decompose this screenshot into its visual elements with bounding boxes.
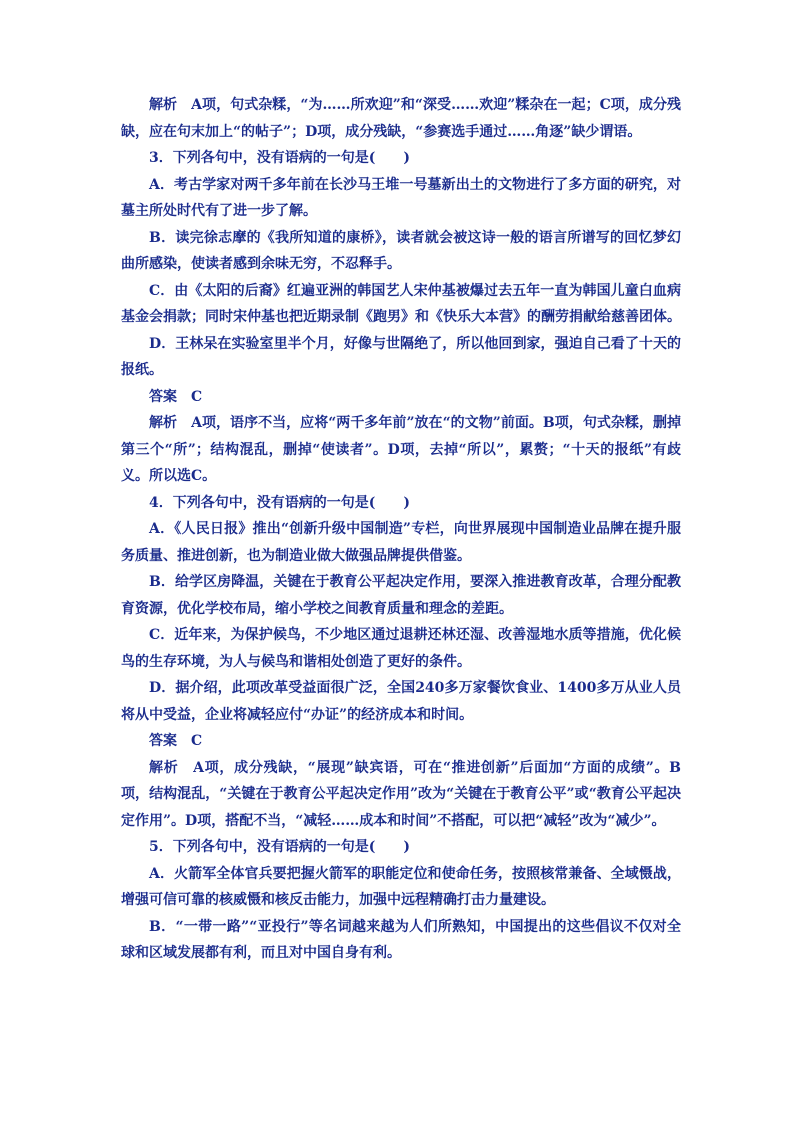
question-5-option-b: B．“一带一路”“亚投行”等名词越来越为人们所熟知，中国提出的这些倡议不仅对全球和区域发展都有利，而且对中国自身有利。 xyxy=(121,918,681,961)
analysis-q4: 解析 A项，成分残缺，“展现”缺宾语，可在“推进创新”后面加“方面的成绩”。B项，结构混乱，“关键在于教育公平起决定作用”改为“关键在于教育公平”或“教育公平起决定作用”。D项，搭配不当，“减轻……成本和时间”不搭配，可以把“减轻”改为“减少”。 xyxy=(121,759,681,829)
question-4-option-a: A．《人民日报》推出“创新升级中国制造”专栏，向世界展现中国制造业品牌在提升服务质量、推进创新，也为制造业做大做强品牌提供借鉴。 xyxy=(121,521,681,564)
answer-q4: 答案 C xyxy=(149,733,203,749)
question-3-option-b: B．读完徐志摩的《我所知道的康桥》，读者就会被这诗一般的语言所谱写的回忆梦幻曲所感染，使读者感到余味无穷，不忍释手。 xyxy=(121,229,681,272)
analysis-q2: 解析 A项，句式杂糅，“为……所欢迎”和“深受……欢迎”糅杂在一起；C项，成分残缺，应在句末加上“的帖子”；D项，成分残缺，“参赛选手通过……角逐”缺少谓语。 xyxy=(121,97,681,140)
question-3-option-d: D．王林呆在实验室里半个月，好像与世隔绝了，所以他回到家，强迫自己看了十天的报纸。 xyxy=(121,335,681,378)
analysis-q3: 解析 A项，语序不当，应将“两千多年前”放在“的文物”前面。B项，句式杂糅，删掉第三个“所”；结构混乱，删掉“使读者”。D项，去掉“所以”，累赘；“十天的报纸”有歧义。所以选C。 xyxy=(121,415,681,484)
question-4-option-b: B．给学区房降温，关键在于教育公平起决定作用，要深入推进教育改革，合理分配教育资源，优化学校布局，缩小学校之间教育质量和理念的差距。 xyxy=(121,574,681,617)
question-4-stem: 4．下列各句中，没有语病的一句是( ) xyxy=(149,494,410,511)
question-4-option-c: C．近年来，为保护候鸟，不少地区通过退耕还林还湿、改善湿地水质等措施，优化候鸟的生存环境，为人与候鸟和谐相处创造了更好的条件。 xyxy=(121,627,681,670)
answer-q3: 答案 C xyxy=(149,388,203,405)
question-3-stem: 3．下列各句中，没有语病的一句是( ) xyxy=(149,150,410,166)
document-body xyxy=(121,92,681,967)
question-4-option-d: D．据介绍，此项改革受益面很广泛，全国240多万家餐饮食业、1400多万从业人员将从中受益，企业将减轻应付“办证”的经济成本和时间。 xyxy=(121,680,681,723)
question-5-stem: 5．下列各句中，没有语病的一句是( ) xyxy=(149,839,410,855)
question-3-option-c: C．由《太阳的后裔》红遍亚洲的韩国艺人宋仲基被爆过去五年一直为韩国儿童白血病基金会捐款；同时宋仲基也把近期录制《跑男》和《快乐大本营》的酬劳捐献给慈善团体。 xyxy=(121,282,681,325)
question-5-option-a: A．火箭军全体官兵要把握火箭军的职能定位和使命任务，按照核常兼备、全域慑战，增强可信可靠的核威慑和核反击能力，加强中远程精确打击力量建设。 xyxy=(121,865,681,908)
question-3-option-a: A．考古学家对两千多年前在长沙马王堆一号墓新出土的文物进行了多方面的研究，对墓主所处时代有了进一步了解。 xyxy=(121,176,681,219)
